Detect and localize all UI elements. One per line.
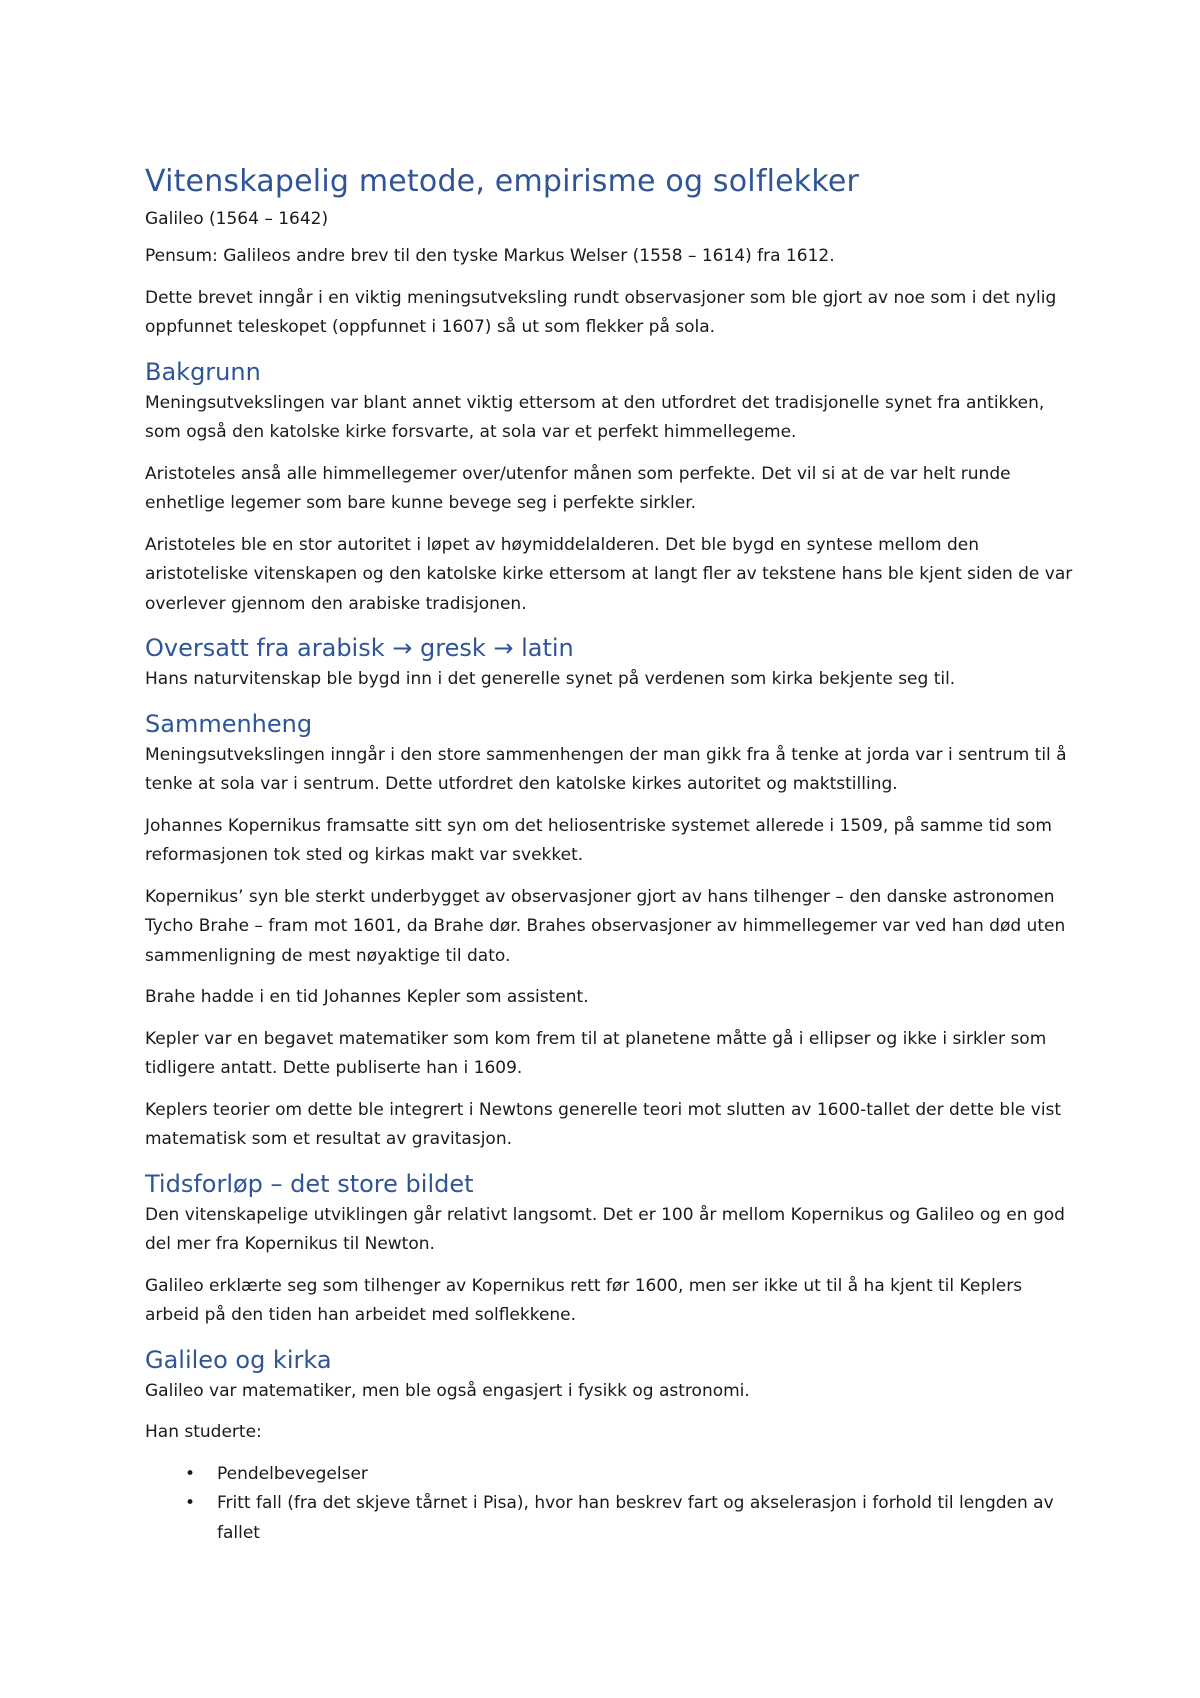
intro-paragraph: Dette brevet inngår i en viktig meningsutveksling rundt observasjoner som ble gjort av noe som i det nylig oppfunnet teleskopet (oppfunnet i 1607) så ut som flekker på sola.: [145, 287, 1057, 337]
paragraph: Galileo erklærte seg som tilhenger av Kopernikus rett før 1600, men ser ikke ut til å ha kjent til Keplers arbeid på den tiden han arbeidet med solflekkene.: [145, 1275, 1023, 1325]
paragraph: Kepler var en begavet matematiker som kom frem til at planetene måtte gå i ellipser og ikke i sirkler som tidligere antatt. Dette publiserte han i 1609.: [145, 1028, 1047, 1078]
paragraph: Aristoteles ble en stor autoritet i løpet av høymiddelalderen. Det ble bygd en syntese mellom den aristoteliske vitenskapen og den katolske kirke ettersom at langt fler av tekstene hans ble kjent siden de var overlever gjennom den arabiske tradisjonen.: [145, 534, 1073, 614]
list-item: [185, 1460, 1075, 1490]
section-heading-bakgrunn: Bakgrunn: [145, 357, 261, 386]
paragraph: Han studerte:: [145, 1422, 262, 1442]
paragraph: Kopernikus’ syn ble sterkt underbygget av observasjoner gjort av hans tilhenger – den danske astronomen Tycho Brahe – fram mot 1601, da Brahe dør. Brahes observasjoner av himmellegemer var ved han død uten sammenligning de mest nøyaktige til dato.: [145, 886, 1066, 966]
paragraph: Keplers teorier om dette ble integrert i Newtons generelle teori mot slutten av 1600-tallet der dette ble vist matematisk som et resultat av gravitasjon.: [145, 1099, 1062, 1149]
section-heading-oversatt: Oversatt fra arabisk → gresk → latin: [145, 634, 574, 662]
document-page: [145, 162, 1075, 1548]
list-item-text: Fritt fall (fra det skjeve tårnet i Pisa), hvor han beskrev fart og akselerasjon i forhold til lengden av fallet: [217, 1493, 1054, 1543]
bullet-icon: •: [185, 1493, 196, 1513]
list-item: [185, 1489, 1075, 1548]
paragraph: Meningsutvekslingen inngår i den store sammenhengen der man gikk fra å tenke at jorda var i sentrum til å tenke at sola var i sentrum. Dette utfordret den katolske kirkes autoritet og maktstilling.: [145, 744, 1067, 794]
document-title: Vitenskapelig metode, empirisme og solflekker: [145, 164, 860, 199]
paragraph: Aristoteles anså alle himmellegemer over/utenfor månen som perfekte. Det vil si at de var helt runde enhetlige legemer som bare kunne bevege seg i perfekte sirkler.: [145, 463, 1011, 513]
paragraph: Galileo var matematiker, men ble også engasjert i fysikk og astronomi.: [145, 1380, 750, 1401]
intro-paragraph: Pensum: Galileos andre brev til den tyske Markus Welser (1558 – 1614) fra 1612.: [145, 246, 835, 266]
section-heading-galileo-og-kirka: Galileo og kirka: [145, 1345, 332, 1374]
paragraph: Den vitenskapelige utviklingen går relativt langsomt. Det er 100 år mellom Kopernikus og Galileo og en god del mer fra Kopernikus til Newton.: [145, 1204, 1065, 1254]
bullet-icon: •: [185, 1463, 196, 1484]
section-heading-sammenheng: Sammenheng: [145, 709, 313, 738]
bullet-list: [145, 1460, 1075, 1549]
paragraph: Meningsutvekslingen var blant annet viktig ettersom at den utfordret det tradisjonelle synet fra antikken, som også den katolske kirke forsvarte, at sola var et perfekt himmellegeme.: [145, 392, 1045, 442]
paragraph: Johannes Kopernikus framsatte sitt syn om det heliosentriske systemet allerede i 1509, på samme tid som reformasjonen tok sted og kirkas makt var svekket.: [145, 815, 1052, 865]
paragraph: Hans naturvitenskap ble bygd inn i det generelle synet på verdenen som kirka bekjente seg til.: [145, 669, 956, 689]
list-item-text: Pendelbevegelser: [217, 1463, 368, 1484]
section-heading-tidsforlop: Tidsforløp – det store bildet: [145, 1169, 474, 1198]
paragraph: Brahe hadde i en tid Johannes Kepler som assistent.: [145, 987, 589, 1007]
document-subtitle: Galileo (1564 – 1642): [145, 209, 329, 229]
